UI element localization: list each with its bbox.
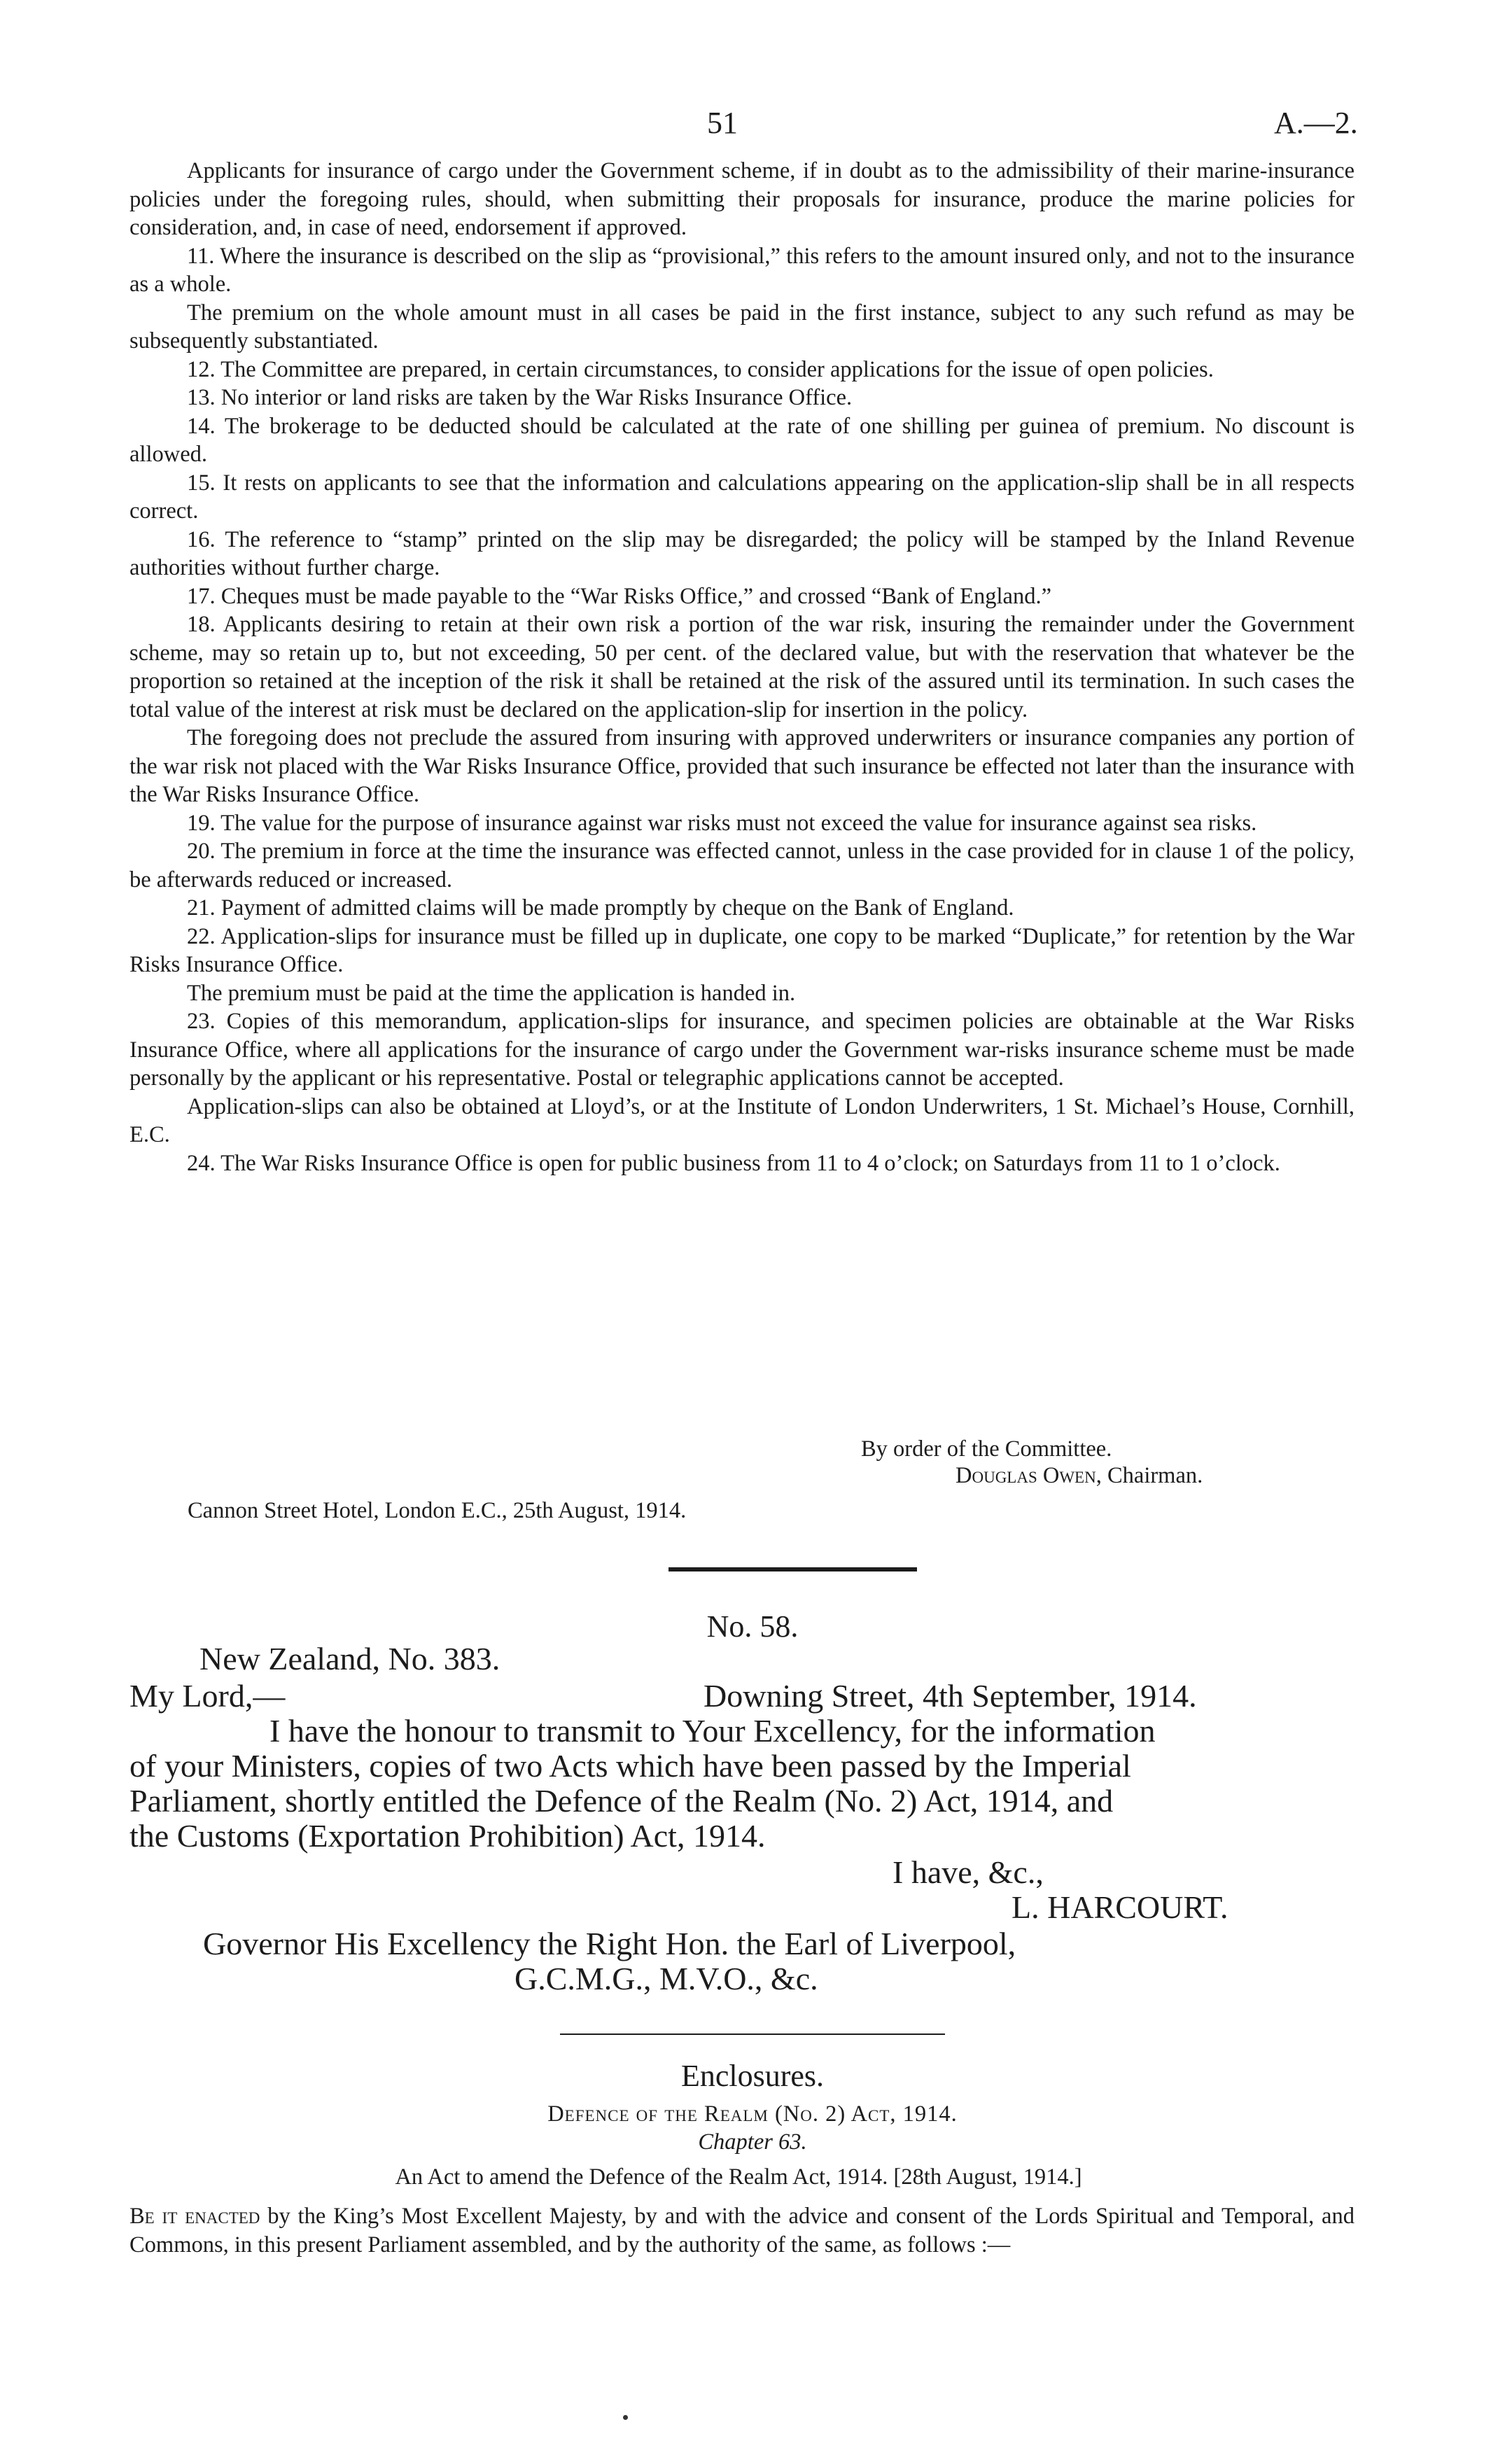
letter-closing: I have, &c., — [892, 1854, 1044, 1890]
page-header — [0, 105, 1505, 147]
paragraph: 16. The reference to “stamp” printed on the slip may be disregarded; the policy will be stamped by the Inland Revenue authorities without further charge. — [130, 526, 1354, 580]
paragraph: 11. Where the insurance is described on the slip as “provisional,” this refers to the amount insured only, and not to the insurance as a whole. — [130, 243, 1354, 297]
addressee-line: Governor His Excellency the Right Hon. the Earl of Liverpool, — [203, 1926, 1016, 1961]
paragraph: 18. Applicants desiring to retain at their own risk a portion of the war risk, insuring the remainder under the Government scheme, may so retain up to, but not exceeding, 50 per cent. of the declared value, but with the reservation that whatever be the proportion so retained at the inception of the risk it shall be retained at the risk of the assured until its termination. In such cases the total value of the interest at risk must be declared on the application-slip for insertion in the policy. — [130, 612, 1354, 722]
salutation: My Lord,— — [130, 1678, 286, 1714]
paragraph: Applicants for insurance of cargo under the Government scheme, if in doubt as to the admissibility of their marine-insurance policies under the foregoing rules, should, when submitting their proposals for insurance, produce the marine policies for consideration, and, in case of need, endorsement if approved. — [130, 158, 1354, 240]
paragraph: 24. The War Risks Insurance Office is open for public business from 11 to 4 o’clock; on Saturdays from 11 to 1 o’clock. — [187, 1150, 1280, 1176]
place-date: Cannon Street Hotel, London E.C., 25th August, 1914. — [188, 1498, 687, 1523]
paragraph: The premium must be paid at the time the application is handed in. — [187, 980, 796, 1006]
letter-line: the Customs (Exportation Prohibition) Act, 1914. — [130, 1818, 766, 1854]
act-title: Defence of the Realm (No. 2) Act, 1914. — [547, 2101, 958, 2127]
enacting-lead: Be it enacted — [130, 2204, 260, 2229]
nz-reference: New Zealand, No. 383. — [200, 1641, 500, 1676]
section-divider — [668, 1567, 917, 1572]
memorandum-body — [130, 157, 1354, 1177]
print-speck — [623, 2415, 628, 2420]
letter-line: I have the honour to transmit to Your Excellency, for the information — [270, 1713, 1156, 1749]
section-divider — [560, 2033, 945, 2035]
act-chapter: Chapter 63. — [698, 2129, 807, 2155]
paragraph: 15. It rests on applicants to see that the information and calculations appearing on the application-slip shall be in all respects correct. — [130, 470, 1354, 524]
enclosures-heading: Enclosures. — [680, 2059, 825, 2093]
signatory-title: , Chairman. — [1096, 1463, 1203, 1488]
letter-line: of your Ministers, copies of two Acts which have been passed by the Imperial — [130, 1748, 1131, 1784]
enacting-text: by the King’s Most Excellent Majesty, by and with the advice and consent of the Lords Spiritual and Temporal, and Commons, in this present Parliament assembled, and by the authority of the same, as follows :— — [130, 2204, 1354, 2258]
document-reference: A.—2. — [1274, 106, 1358, 140]
paragraph: 21. Payment of admitted claims will be made promptly by cheque on the Bank of England. — [187, 895, 1014, 920]
paragraph: 17. Cheques must be made payable to the “War Risks Office,” and crossed “Bank of England.” — [187, 583, 1052, 609]
despatch-number: No. 58. — [706, 1609, 799, 1644]
page-number: 51 — [707, 106, 738, 140]
signature-order: By order of the Committee. — [861, 1436, 1112, 1462]
paragraph: 14. The brokerage to be deducted should be calculated at the rate of one shilling per guinea of premium. No discount is allowed. — [130, 413, 1354, 467]
act-long-title: An Act to amend the Defence of the Realm Act, 1914. [28th August, 1914.] — [395, 2164, 1082, 2190]
paragraph: 23. Copies of this memorandum, application-slips for insurance, and specimen policies are obtainable at the War Risks Insurance Office, where all applications for the insurance of cargo under the Government war-risks insurance scheme must be made personally by the applicant or his representative. Postal or telegraphic applications cannot be accepted. — [130, 1009, 1354, 1091]
paragraph: The foregoing does not preclude the assured from insuring with approved underwriters or insurance companies any portion of the war risk not placed with the War Risks Insurance Office, provided that such insurance be effected not later than the insurance with the War Risks Insurance Office. — [130, 725, 1354, 807]
signature-name-line — [955, 1462, 1203, 1490]
letter-sender: L. HARCOURT. — [1011, 1889, 1228, 1925]
address-date: Downing Street, 4th September, 1914. — [704, 1678, 1197, 1714]
addressee-line: G.C.M.G., M.V.O., &c. — [514, 1961, 818, 1996]
paragraph: 13. No interior or land risks are taken by the War Risks Insurance Office. — [187, 385, 853, 410]
paragraph: Application-slips can also be obtained at Lloyd’s, or at the Institute of London Underwriters, 1 St. Michael’s House, Cornhill, E.C. — [130, 1093, 1354, 1147]
paragraph: 12. The Committee are prepared, in certain circumstances, to consider applications for the issue of open policies. — [187, 356, 1214, 382]
paragraph: 22. Application-slips for insurance must be filled up in duplicate, one copy to be marked “Duplicate,” for retention by the War Risks Insurance Office. — [130, 923, 1354, 977]
paragraph: 20. The premium in force at the time the insurance was effected cannot, unless in the case provided for in clause 1 of the policy, be afterwards reduced or increased. — [130, 839, 1354, 892]
signatory-name: Douglas Owen — [955, 1463, 1096, 1488]
letter-line: Parliament, shortly entitled the Defence of the Realm (No. 2) Act, 1914, and — [130, 1783, 1114, 1819]
paragraph: 19. The value for the purpose of insurance against war risks must not exceed the value for insurance against sea risks. — [187, 810, 1257, 836]
paragraph: The premium on the whole amount must in all cases be paid in the first instance, subject to any such refund as may be subsequently substantiated. — [130, 300, 1354, 354]
enacting-formula — [130, 2202, 1354, 2259]
